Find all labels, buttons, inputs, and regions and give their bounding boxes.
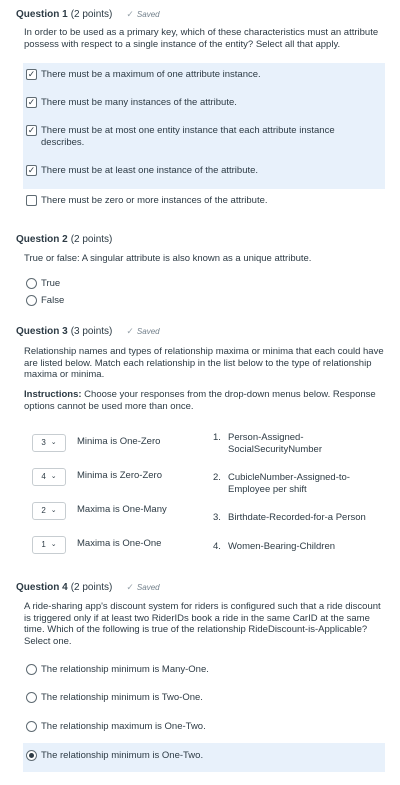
q3-saved-label: Saved	[136, 326, 160, 336]
chevron-down-icon: ⌄	[50, 540, 57, 548]
radio-unselected-icon[interactable]	[26, 692, 37, 703]
q3-instructions	[24, 389, 386, 412]
q4-saved-label: Saved	[136, 582, 160, 592]
q3-question-text: Relationship names and types of relationship maxima or minima that each could have are listed below. Match each relationship in the list below to the type of relationship maxima or minima.	[24, 346, 384, 381]
q3-title: Question 3	[16, 326, 68, 337]
chevron-down-icon: ⌄	[50, 438, 57, 446]
q3-response-3-label: Birthdate-Recorded-for-a Person	[228, 512, 366, 523]
checkbox-checked-icon[interactable]: ✓	[27, 125, 36, 135]
q1-option-5-label: There must be zero or more instances of the attribute.	[41, 195, 268, 206]
q1-option-4-label: There must be at least one instance of the attribute.	[41, 165, 259, 176]
q2-header	[16, 234, 112, 246]
q2-option-true-label: True	[41, 278, 61, 289]
q2-title: Question 2	[16, 234, 68, 245]
q1-option-1-label: There must be a maximum of one attribute instance.	[41, 69, 261, 80]
q3-match-4-select[interactable]: 1 ⌄	[32, 536, 66, 554]
q4-saved-status	[126, 582, 159, 593]
q4-points: (2 points)	[70, 582, 113, 593]
q3-header	[16, 326, 160, 338]
q2-points: (2 points)	[70, 234, 113, 245]
q3-saved-status	[126, 326, 159, 337]
q4-question-text: A ride-sharing app's discount system for riders is configured such that a ride discount is triggered only if at least two RiderIDs book a ride in the same CarID at the same time. Which of the following is true of the relationship RideDiscount-is-Applicable? Select one.	[24, 601, 381, 647]
saved-check-icon: ✓	[126, 582, 134, 592]
checkbox-checked-icon[interactable]: ✓	[27, 165, 36, 175]
chevron-down-icon: ⌄	[50, 472, 57, 480]
q1-option-5[interactable]	[23, 189, 385, 213]
radio-unselected-icon[interactable]	[26, 278, 37, 289]
q3-match-4-label: Maxima is One-One	[77, 538, 162, 549]
q4-option-4-label: The relationship minimum is One-Two.	[41, 750, 204, 761]
q4-option-2[interactable]	[23, 686, 385, 714]
checkbox-unchecked-icon[interactable]	[26, 195, 37, 206]
radio-selected-icon[interactable]	[26, 750, 37, 761]
q1-option-4[interactable]	[23, 159, 385, 189]
q2-question-text: True or false: A singular attribute is also known as a unique attribute.	[24, 253, 312, 264]
q2-option-false-label: False	[41, 295, 65, 306]
radio-unselected-icon[interactable]	[26, 295, 37, 306]
q3-response-4-label: Women-Bearing-Children	[228, 541, 336, 552]
q3-response-1-label: Person-Assigned-SocialSecurityNumber	[228, 432, 322, 455]
q2-option-true[interactable]	[23, 278, 385, 290]
q1-points: (2 points)	[70, 9, 113, 20]
q2-option-false[interactable]	[23, 295, 385, 307]
q3-points: (3 points)	[70, 326, 113, 337]
q1-question-text: In order to be used as a primary key, which of these characteristics must an attribute possess with respect to a single instance of the entity? Select all that apply.	[24, 27, 379, 50]
q4-option-3[interactable]	[23, 714, 385, 742]
q3-response-1: 1. Person-Assigned-SocialSecurityNumber	[213, 432, 383, 455]
saved-check-icon: ✓	[126, 9, 134, 19]
q1-option-2-label: There must be many instances of the attribute.	[41, 97, 237, 108]
q3-instructions-text: Choose your responses from the drop-down menus below. Response options cannot be used more than once.	[24, 389, 376, 412]
q1-header	[16, 9, 160, 21]
q3-response-3: 3. Birthdate-Recorded-for-a Person	[213, 512, 366, 523]
q4-header	[16, 582, 160, 594]
q3-match-2-select[interactable]: 4 ⌄	[32, 468, 66, 486]
q3-match-3-label: Maxima is One-Many	[77, 504, 167, 515]
saved-check-icon: ✓	[126, 326, 134, 336]
chevron-down-icon: ⌄	[50, 506, 57, 514]
checkbox-checked-icon[interactable]: ✓	[27, 69, 36, 79]
q4-title: Question 4	[16, 582, 68, 593]
q4-option-3-label: The relationship maximum is One-Two.	[41, 721, 206, 732]
q3-match-2-label: Minima is Zero-Zero	[77, 470, 162, 481]
q1-title: Question 1	[16, 9, 68, 20]
checkbox-checked-icon[interactable]: ✓	[27, 97, 36, 107]
q4-option-4[interactable]	[23, 743, 385, 772]
q1-option-3-label: There must be at most one entity instance that each attribute instance describes.	[41, 125, 335, 148]
radio-unselected-icon[interactable]	[26, 664, 37, 675]
q3-instructions-label: Instructions:	[24, 389, 82, 400]
q1-option-3[interactable]	[23, 119, 385, 159]
radio-unselected-icon[interactable]	[26, 721, 37, 732]
q3-response-2-label: CubicleNumber-Assigned-to-Employee per shift	[228, 472, 350, 495]
q3-response-2: 2. CubicleNumber-Assigned-to-Employee per shift	[213, 472, 383, 495]
q1-saved-label: Saved	[136, 9, 160, 19]
q1-saved-status	[126, 9, 159, 20]
q3-match-3-select[interactable]: 2 ⌄	[32, 502, 66, 520]
q3-match-1-select[interactable]: 3 ⌄	[32, 434, 66, 452]
q4-option-2-label: The relationship minimum is Two-One.	[41, 692, 203, 703]
q4-option-1[interactable]	[23, 657, 385, 685]
q4-option-1-label: The relationship minimum is Many-One.	[41, 664, 209, 675]
q3-response-4: 4. Women-Bearing-Children	[213, 541, 336, 552]
q3-match-1-label: Minima is One-Zero	[77, 436, 161, 447]
q1-option-2[interactable]	[23, 91, 385, 119]
q1-option-1[interactable]	[23, 63, 385, 91]
